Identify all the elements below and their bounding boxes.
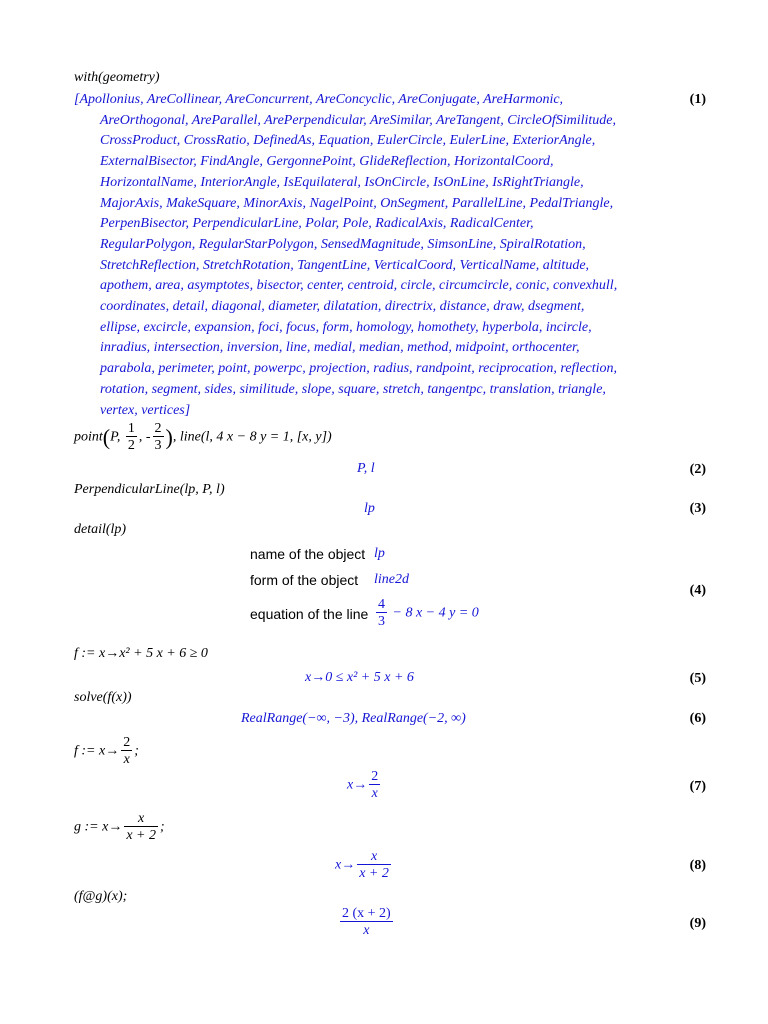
- output-8: [335, 850, 393, 881]
- fraction-two-over-x: [121, 736, 132, 767]
- equation-rest: − 8 x − 4 y = 0: [392, 605, 479, 621]
- list-line: PerpenBisector, PerpendicularLine, Polar, Pole, RadicalAxis, RadicalCenter,: [100, 216, 534, 232]
- fraction-one-half: [126, 422, 137, 453]
- denominator: x: [121, 750, 132, 767]
- equation-label-2: (2): [689, 462, 706, 477]
- list-line: CrossProduct, CrossRatio, DefinedAs, Equation, EulerCircle, EulerLine, ExteriorAngle,: [100, 133, 596, 149]
- cmd-suffix: ;: [160, 819, 165, 835]
- input-f-inequality[interactable]: f := x→x² + 5 x + 6 ≥ 0: [74, 646, 208, 661]
- denominator: 3: [154, 438, 162, 453]
- input-g[interactable]: [74, 812, 165, 843]
- list-line: StretchReflection, StretchRotation, TangentLine, VerticalCoord, VerticalName, altitude,: [100, 257, 590, 273]
- cmd-point-args: P,: [110, 429, 121, 445]
- list-line: parabola, perimeter, point, powerpc, projection, radius, randpoint, reciprocation, reflection,: [100, 361, 618, 377]
- numerator: x: [370, 849, 378, 864]
- numerator: 2 (x + 2): [342, 906, 391, 921]
- equation-label-7: (7): [689, 779, 706, 794]
- equation-label-6: (6): [689, 711, 706, 726]
- output-prefix: x→: [347, 777, 368, 793]
- fraction-four-thirds: [376, 598, 387, 629]
- open-paren: (: [102, 424, 111, 450]
- denominator: x + 2: [126, 828, 156, 843]
- denominator: x: [369, 784, 380, 801]
- input-f-reciprocal[interactable]: [74, 736, 139, 767]
- output-7: [347, 770, 382, 801]
- output-6: RealRange(−∞, −3), RealRange(−2, ∞): [241, 711, 466, 726]
- denominator: x: [340, 921, 393, 938]
- input-point-line[interactable]: [74, 422, 332, 453]
- detail-name-label: name of the object: [250, 546, 366, 562]
- denominator: 3: [378, 614, 385, 629]
- list-line: inradius, intersection, inversion, line, medial, median, method, midpoint, orthocenter,: [100, 340, 580, 356]
- denominator: 2: [127, 438, 135, 453]
- cmd-prefix: f := x→: [74, 743, 120, 759]
- input-solve[interactable]: solve(f(x)): [74, 690, 132, 705]
- list-line: rotation, segment, sides, similitude, slope, square, stretch, tangentpc, translation, triangle,: [100, 381, 606, 397]
- output-2: P, l: [357, 461, 375, 476]
- cmd-point-name: point: [74, 429, 103, 445]
- output-prefix: x→: [335, 857, 356, 873]
- input-composition[interactable]: (f@g)(x);: [74, 889, 128, 904]
- cmd-point-neg: , -: [138, 429, 151, 445]
- list-line: [Apollonius, AreCollinear, AreConcurrent, AreConcyclic, AreConjugate, AreHarmonic,: [74, 92, 564, 107]
- detail-form-label: form of the object: [250, 572, 359, 588]
- equation-label-5: (5): [689, 671, 706, 686]
- list-line: MajorAxis, MakeSquare, MinorAxis, NagelPoint, OnSegment, ParallelLine, PedalTriangle,: [100, 195, 614, 211]
- cmd-suffix: ;: [134, 743, 139, 759]
- input-with-geometry[interactable]: with(geometry): [74, 70, 160, 85]
- output-3: lp: [364, 501, 375, 516]
- cmd-prefix: g := x→: [74, 819, 123, 835]
- fraction-x-over-x-plus-2: [124, 812, 158, 843]
- output-9: [338, 907, 395, 938]
- numerator: 4: [378, 597, 385, 612]
- package-export-list: [74, 90, 674, 421]
- equation-label-9: (9): [689, 916, 706, 931]
- close-paren: ): [165, 424, 173, 450]
- equation-label-4: (4): [689, 583, 706, 598]
- equation-label-1: (1): [689, 92, 706, 107]
- fraction-x-over-x-plus-2: [357, 850, 391, 881]
- numerator: x: [138, 811, 145, 826]
- list-line: HorizontalName, InteriorAngle, IsEquilateral, IsOnCircle, IsOnLine, IsRightTriangle,: [100, 174, 584, 190]
- list-line: apothem, area, asymptotes, bisector, center, centroid, circle, circumcircle, conic, convexhull,: [100, 278, 618, 294]
- detail-equation-label: equation of the line: [250, 606, 369, 622]
- fraction-composition-result: [340, 907, 393, 938]
- numerator: 2: [123, 735, 131, 750]
- list-line: RegularPolygon, RegularStarPolygon, SensedMagnitude, SimsonLine, SpiralRotation,: [100, 236, 586, 252]
- numerator: 1: [127, 421, 135, 436]
- list-line: ellipse, excircle, expansion, foci, focus, form, homology, homothety, hyperbola, incircle,: [100, 319, 592, 335]
- equation-label-3: (3): [689, 501, 706, 516]
- numerator: 2: [371, 769, 379, 784]
- denominator: x + 2: [359, 866, 389, 881]
- input-perpendicular-line[interactable]: PerpendicularLine(lp, P, l): [74, 482, 225, 497]
- detail-form-value: line2d: [374, 572, 409, 587]
- detail-name-value: lp: [374, 546, 385, 561]
- numerator: 2: [154, 421, 162, 436]
- input-detail[interactable]: detail(lp): [74, 522, 127, 537]
- list-line: coordinates, detail, diagonal, diameter, dilatation, directrix, distance, draw, dsegment,: [100, 299, 585, 315]
- detail-equation-value: [374, 598, 479, 629]
- fraction-two-over-x: [369, 770, 380, 801]
- list-line: AreOrthogonal, AreParallel, ArePerpendicular, AreSimilar, AreTangent, CircleOfSimilitude,: [100, 112, 617, 128]
- list-line: vertex, vertices]: [100, 402, 191, 418]
- equation-label-8: (8): [689, 858, 706, 873]
- cmd-point-rest: , line(l, 4 x − 8 y = 1, [x, y]): [172, 429, 332, 445]
- fraction-two-thirds: [153, 422, 164, 453]
- output-5: x→0 ≤ x² + 5 x + 6: [305, 670, 414, 685]
- list-line: ExternalBisector, FindAngle, GergonnePoint, GlideReflection, HorizontalCoord,: [100, 154, 554, 170]
